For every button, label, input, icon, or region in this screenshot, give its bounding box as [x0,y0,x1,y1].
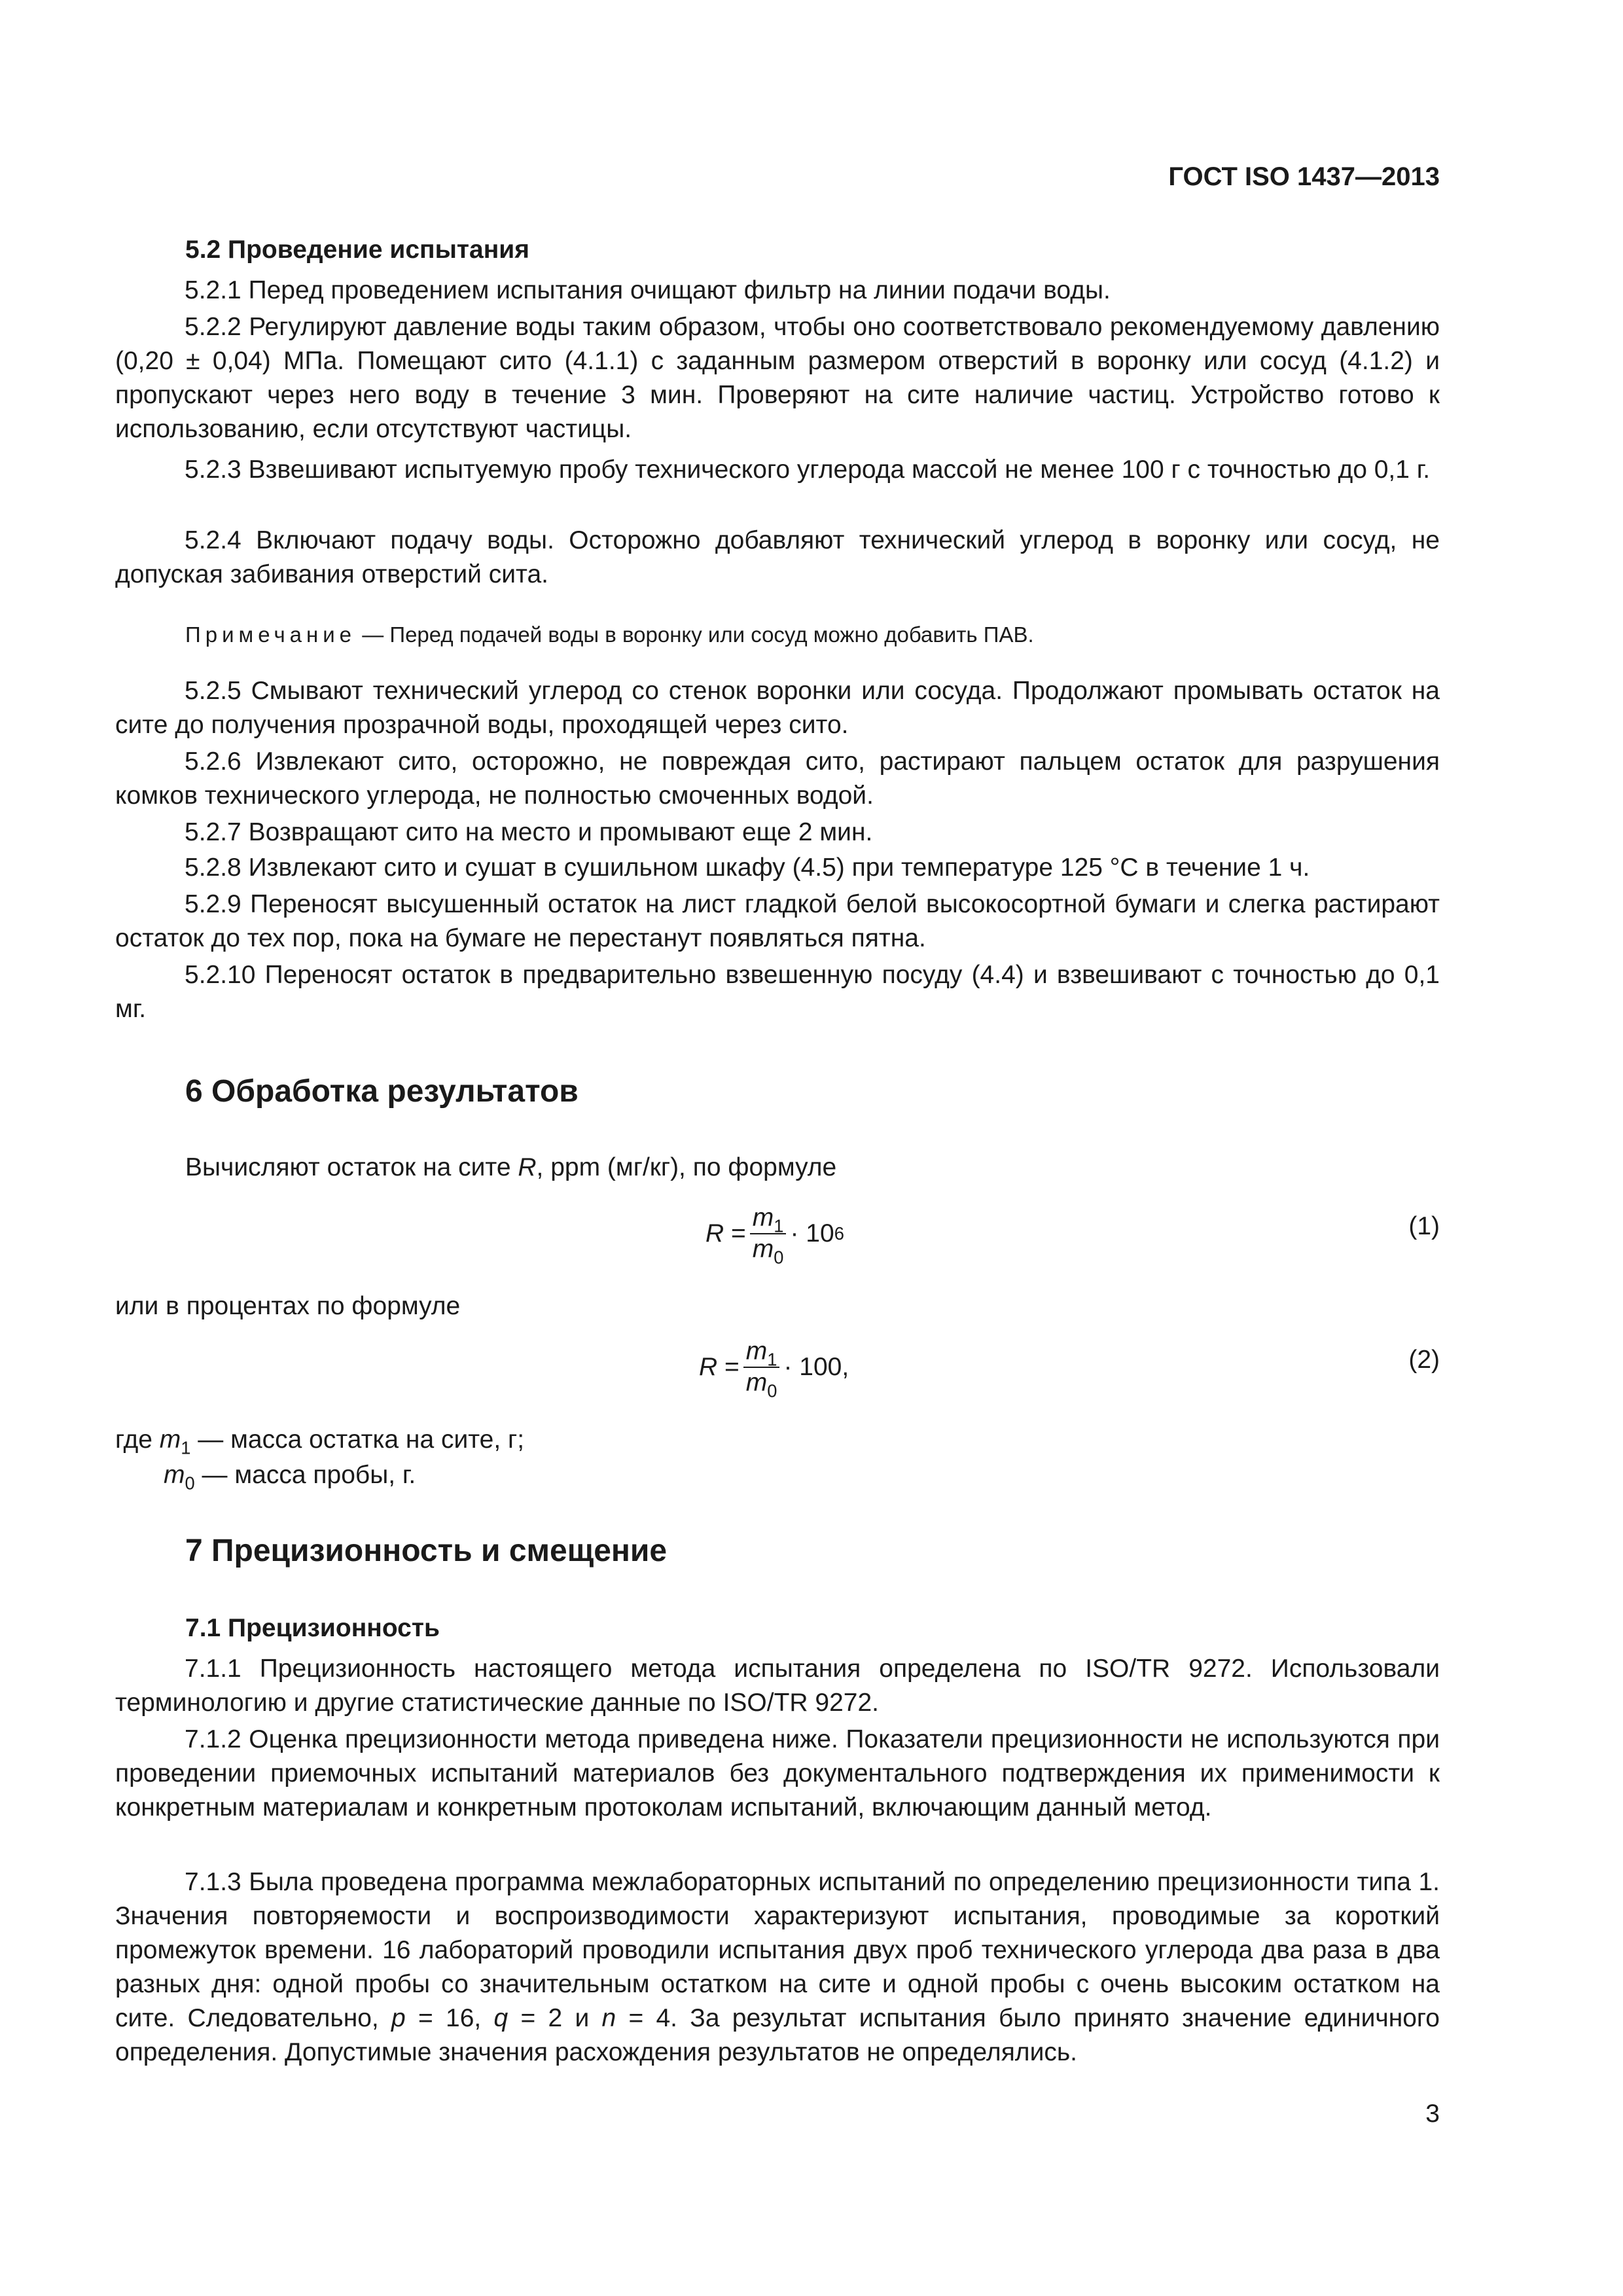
paragraph-7-1-3-text-b: = 16, [405,2004,494,2032]
formula-or-text: или в процентах по формуле [115,1292,461,1320]
section-6-title: 6 Обработка результатов [185,1074,579,1109]
formula-1-denominator-sub: 0 [774,1247,784,1268]
paragraph-7-1-1: 7.1.1 Прецизионность настоящего метода испытания определена по ISO/TR 9272. Использовали терминологию и другие статистические данные по ISO/TR 9272. [115,1655,1440,1717]
where-var-2: m [164,1461,185,1489]
formula-intro-text: Вычисляют остаток на сите [185,1153,518,1181]
note-label: Примечание [185,622,357,647]
where-sub-1: 1 [181,1437,191,1458]
where-var-1: m [159,1426,181,1454]
formula-intro [185,1151,836,1185]
var-q: q [493,2004,508,2032]
paragraph-7-1-3-text-d: = 4. За результат испытания было принято значение единичного определения. Допустимые значения расхождения результатов не определялись. [115,2004,1440,2066]
paragraph-7-1-3-text-a: 7.1.3 Была проведена программа межлабораторных испытаний по определению прецизионности типа 1. Значения повторяемости и воспроизводимости характеризуют испытания, проводимые за короткий промежуток времени. 16 лабораторий проводили испытания двух проб технического углерода два раза в два разных дня: одной пробы со значительным остатком на сите и одной пробы с очень высоким остатком на сите. Следовательно, [115,1868,1440,2032]
paragraph-5-2-3: 5.2.3 Взвешивают испытуемую пробу технического углерода массой не менее 100 г с точностью до 0,1 г. [185,456,1431,484]
paragraph-7-1-3-text-c: = 2 и [508,2004,602,2032]
formula-1-lhs: R [705,1219,724,1247]
paragraph-5-2-6: 5.2.6 Извлекают сито, осторожно, не повреждая сито, растирают пальцем остаток для разрушения комков технического углерода, не полностью смоченных водой. [115,747,1440,810]
section-7-title: 7 Прецизионность и смещение [185,1534,668,1568]
page-number: 3 [1425,2100,1440,2128]
paragraph-5-2-5: 5.2.5 Смывают технический углерод со стенок воронки или сосуда. Продолжают промывать остаток на сите до получения прозрачной воды, проходящей через сито. [115,677,1440,739]
paragraph-7-1-3 [115,1865,1440,2070]
var-n: n [601,2004,616,2032]
where-sub-2: 0 [185,1473,195,1494]
formula-1-equals: = [724,1219,746,1247]
formula-1-fraction [750,1203,787,1268]
where-text-2: — масса пробы, г. [194,1461,416,1489]
formula-2-label: (2) [1408,1346,1440,1374]
where-line-1 [115,1423,524,1457]
formula-2-equals: = [717,1353,740,1381]
section-5-2-title: 5.2 Проведение испытания [185,236,529,264]
var-p: p [391,2004,406,2032]
paragraph-5-2-1: 5.2.1 Перед проведением испытания очищают фильтр на линии подачи воды. [185,276,1111,304]
formula-1-numerator-sub: 1 [774,1215,784,1236]
paragraph-5-2-7: 5.2.7 Возвращают сито на место и промывают еще 2 мин. [185,818,873,846]
where-prefix: где [115,1426,160,1454]
formula-2 [699,1336,849,1401]
formula-2-denominator-sub: 0 [767,1380,777,1401]
formula-1-multiplier: · 10 [790,1219,834,1247]
document-header: ГОСТ ISO 1437—2013 [1168,162,1440,191]
paragraph-5-2-2: 5.2.2 Регулируют давление воды таким образом, чтобы оно соответствовало рекомендуемому давлению (0,20 ± 0,04) МПа. Помещают сито (4.1.1) с заданным размером отверстий в воронку или сосуд (4.1.2) и пропускают через него воду в течение 3 мин. Проверяют на сите наличие частиц. Устройство готово к использованию, если отсутствуют частицы. [115,313,1440,443]
formula-2-lhs: R [699,1353,718,1381]
formula-1-label: (1) [1408,1212,1440,1240]
formula-2-fraction [743,1336,780,1401]
paragraph-5-2-9: 5.2.9 Переносят высушенный остаток на лист гладкой белой высокосортной бумаги и слегка растирают остаток до тех пор, пока на бумаге не перестанут появляться пятна. [115,890,1440,952]
paragraph-5-2-4: 5.2.4 Включают подачу воды. Осторожно добавляют технический углерод в воронку или сосуд, не допуская забивания отверстий сита. [115,526,1440,588]
formula-2-denominator: m [745,1369,768,1397]
formula-1-denominator: m [752,1235,774,1263]
note-text: — Перед подачей воды в воронку или сосуд можно добавить ПАВ. [362,622,1034,647]
section-7-1-title: 7.1 Прецизионность [185,1614,440,1642]
formula-intro-text-2: , ppm (мг/кг), по формуле [536,1153,837,1181]
paragraph-7-1-2: 7.1.2 Оценка прецизионности метода приведена ниже. Показатели прецизионности не используются при проведении приемочных испытаний материалов без документального подтверждения их применимости к конкретным материалам и конкретным протоколам испытаний, включающим данный метод. [115,1725,1440,1821]
paragraph-5-2-10: 5.2.10 Переносят остаток в предварительно взвешенную посуду (4.4) и взвешивают с точностью до 0,1 мг. [115,961,1440,1023]
formula-1: R = $\frac{m_1}{m_0}$ · 10 6 [705,1204,844,1268]
note [185,620,1034,649]
formula-2-numerator-sub: 1 [767,1349,777,1370]
where-line-2 [164,1458,416,1492]
where-text-1: — масса остатка на сите, г; [190,1426,525,1454]
formula-intro-var: R [518,1153,537,1181]
formula-1-numerator: m [752,1204,774,1232]
formula-2-numerator: m [745,1337,768,1365]
paragraph-5-2-8: 5.2.8 Извлекают сито и сушат в сушильном шкафу (4.5) при температуре 125 °С в течение 1 ч. [185,853,1310,882]
formula-2-multiplier: · 100, [783,1353,849,1381]
